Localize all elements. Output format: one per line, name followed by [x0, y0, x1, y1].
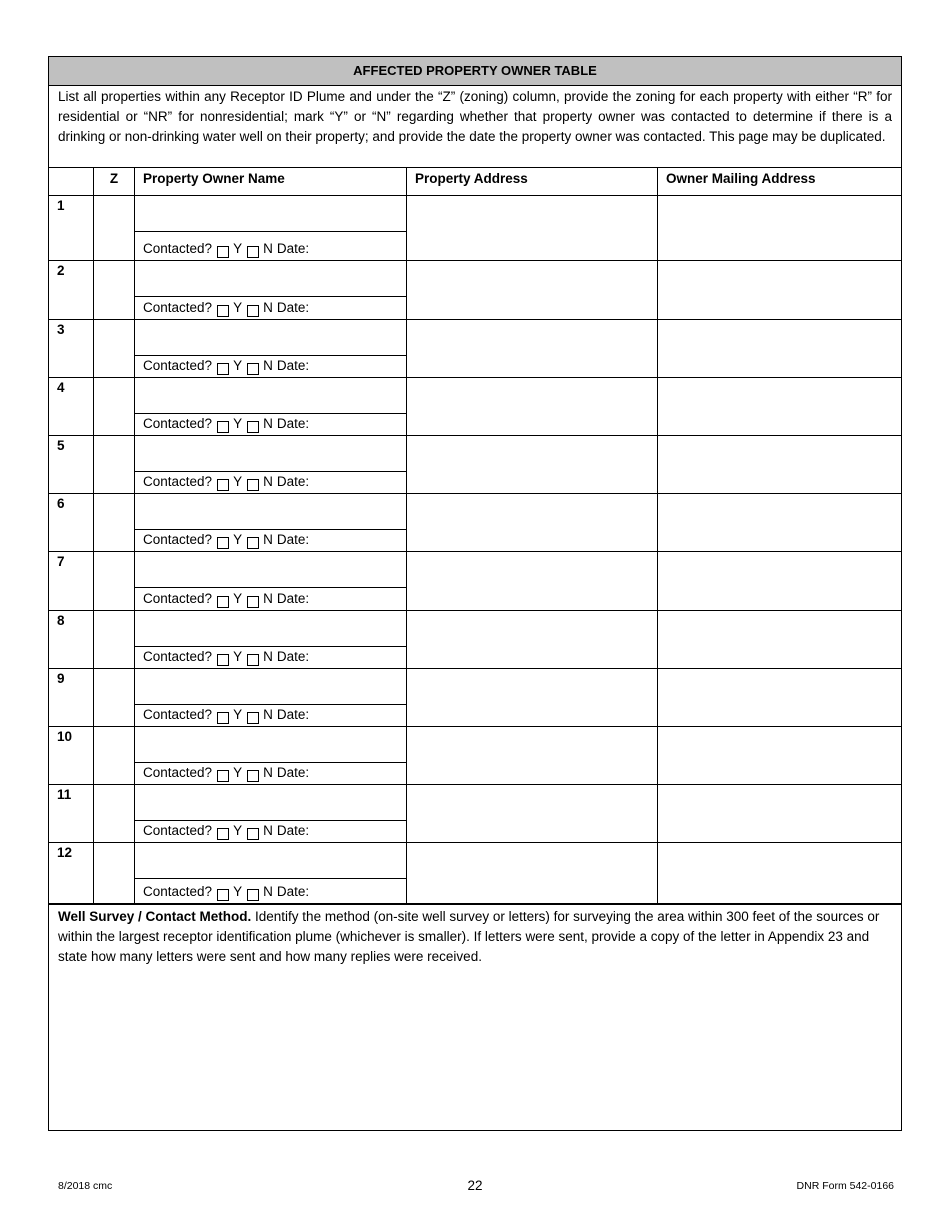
- owner-name-cell: [134, 668, 406, 726]
- contacted-yes-checkbox[interactable]: [217, 246, 229, 258]
- header-mailing-address: Owner Mailing Address: [657, 167, 901, 195]
- owner-name-cell: [134, 260, 406, 319]
- owner-name-field[interactable]: [135, 552, 406, 588]
- zoning-cell[interactable]: [93, 610, 134, 668]
- contacted-yes-checkbox[interactable]: [217, 479, 229, 491]
- well-survey-section[interactable]: [49, 903, 901, 1130]
- contacted-no-checkbox[interactable]: [247, 246, 259, 258]
- contacted-date-label: Date:: [276, 823, 310, 838]
- property-address-cell[interactable]: [406, 195, 657, 260]
- mailing-address-cell[interactable]: [657, 377, 901, 435]
- contacted-yes-label: Y: [233, 474, 243, 489]
- owner-name-cell: [134, 726, 406, 784]
- owner-name-cell: [134, 435, 406, 493]
- contacted-no-checkbox[interactable]: [247, 828, 259, 840]
- zoning-cell[interactable]: [93, 551, 134, 610]
- contacted-yes-checkbox[interactable]: [217, 305, 229, 317]
- contacted-label: Contacted?: [143, 649, 213, 664]
- row-number: 3: [49, 319, 93, 377]
- header-owner-name: Property Owner Name: [134, 167, 406, 195]
- owner-name-field[interactable]: [135, 611, 406, 647]
- contacted-no-checkbox[interactable]: [247, 770, 259, 782]
- contacted-no-label: N: [263, 707, 273, 722]
- mailing-address-cell[interactable]: [657, 435, 901, 493]
- property-address-cell[interactable]: [406, 260, 657, 319]
- contacted-label: Contacted?: [143, 358, 213, 373]
- contacted-date-label: Date:: [276, 358, 310, 373]
- contacted-line: [135, 297, 406, 319]
- property-address-cell[interactable]: [406, 493, 657, 551]
- row-number: 8: [49, 610, 93, 668]
- owner-name-cell: [134, 610, 406, 668]
- contacted-yes-label: Y: [233, 884, 243, 899]
- property-address-cell[interactable]: [406, 610, 657, 668]
- contacted-label: Contacted?: [143, 884, 213, 899]
- contacted-date-label: Date:: [276, 416, 310, 431]
- contacted-line: [135, 232, 406, 260]
- owner-name-cell: [134, 319, 406, 377]
- contacted-yes-label: Y: [233, 416, 243, 431]
- contacted-date-label: Date:: [276, 649, 310, 664]
- form-number: DNR Form 542-0166: [796, 1180, 894, 1192]
- contacted-no-checkbox[interactable]: [247, 889, 259, 901]
- contacted-yes-label: Y: [233, 765, 243, 780]
- contacted-yes-checkbox[interactable]: [217, 654, 229, 666]
- owner-name-cell: [134, 493, 406, 551]
- contacted-line: [135, 588, 406, 610]
- contacted-line: [135, 763, 406, 784]
- owner-name-cell: [134, 551, 406, 610]
- contacted-line: [135, 879, 406, 903]
- affected-property-owner-form: [48, 56, 902, 1131]
- mailing-address-cell[interactable]: [657, 610, 901, 668]
- contacted-line: [135, 472, 406, 493]
- property-address-cell[interactable]: [406, 784, 657, 842]
- zoning-cell[interactable]: [93, 726, 134, 784]
- owner-name-field[interactable]: [135, 261, 406, 297]
- contacted-line: [135, 356, 406, 377]
- contacted-label: Contacted?: [143, 532, 213, 547]
- contacted-no-checkbox[interactable]: [247, 654, 259, 666]
- instructions-text: List all properties within any Receptor ID Plume and under the “Z” (zoning) column, provide the zoning for each property with either “R” for residential or “NR” for nonresidential; mark “Y” or “N” regarding whether that property owner was contacted to determine if there is a drinking or non-drinking water well on their property; and provide the date the property owner was contacted. This page may be duplicated.: [58, 89, 892, 144]
- contacted-no-checkbox[interactable]: [247, 421, 259, 433]
- contacted-label: Contacted?: [143, 765, 213, 780]
- contacted-yes-label: Y: [233, 707, 243, 722]
- mailing-address-cell[interactable]: [657, 842, 901, 903]
- contacted-yes-checkbox[interactable]: [217, 596, 229, 608]
- zoning-cell[interactable]: [93, 784, 134, 842]
- zoning-cell[interactable]: [93, 435, 134, 493]
- mailing-address-cell[interactable]: [657, 784, 901, 842]
- property-address-cell[interactable]: [406, 551, 657, 610]
- contacted-label: Contacted?: [143, 241, 213, 256]
- owner-name-cell: [134, 842, 406, 903]
- row-number: 11: [49, 784, 93, 842]
- contacted-date-label: Date:: [276, 241, 310, 256]
- row-number: 6: [49, 493, 93, 551]
- contacted-line: [135, 647, 406, 668]
- contacted-no-label: N: [263, 823, 273, 838]
- contacted-label: Contacted?: [143, 416, 213, 431]
- zoning-cell[interactable]: [93, 377, 134, 435]
- mailing-address-cell[interactable]: [657, 551, 901, 610]
- owner-name-field[interactable]: [135, 320, 406, 356]
- row-number: 1: [49, 195, 93, 260]
- page-number: 22: [467, 1178, 483, 1193]
- header-row-number: [49, 167, 93, 195]
- contacted-label: Contacted?: [143, 823, 213, 838]
- contacted-label: Contacted?: [143, 300, 213, 315]
- contacted-line: [135, 414, 406, 435]
- row-number: 7: [49, 551, 93, 610]
- table-title: AFFECTED PROPERTY OWNER TABLE: [49, 57, 901, 86]
- form-date: 8/2018 cmc: [58, 1180, 113, 1192]
- mailing-address-cell[interactable]: [657, 493, 901, 551]
- contacted-yes-label: Y: [233, 823, 243, 838]
- owner-name-field[interactable]: [135, 378, 406, 414]
- property-address-cell[interactable]: [406, 319, 657, 377]
- owner-name-cell: [134, 784, 406, 842]
- mailing-address-cell[interactable]: [657, 195, 901, 260]
- contacted-no-checkbox[interactable]: [247, 363, 259, 375]
- contacted-date-label: Date:: [276, 532, 310, 547]
- contacted-no-label: N: [263, 241, 273, 256]
- owner-name-field[interactable]: [135, 669, 406, 705]
- property-owner-table: [49, 167, 901, 903]
- mailing-address-cell[interactable]: [657, 726, 901, 784]
- contacted-yes-label: Y: [233, 241, 243, 256]
- contacted-label: Contacted?: [143, 591, 213, 606]
- mailing-address-cell[interactable]: [657, 319, 901, 377]
- contacted-no-checkbox[interactable]: [247, 537, 259, 549]
- contacted-no-label: N: [263, 884, 273, 899]
- owner-name-field[interactable]: [135, 785, 406, 821]
- contacted-date-label: Date:: [276, 591, 310, 606]
- contacted-yes-checkbox[interactable]: [217, 421, 229, 433]
- contacted-line: [135, 530, 406, 551]
- contacted-yes-label: Y: [233, 300, 243, 315]
- contacted-no-checkbox[interactable]: [247, 305, 259, 317]
- contacted-date-label: Date:: [276, 474, 310, 489]
- contacted-yes-checkbox[interactable]: [217, 770, 229, 782]
- owner-name-field[interactable]: [135, 843, 406, 879]
- zoning-cell[interactable]: [93, 260, 134, 319]
- contacted-no-label: N: [263, 532, 273, 547]
- zoning-cell[interactable]: [93, 493, 134, 551]
- contacted-no-checkbox[interactable]: [247, 479, 259, 491]
- contacted-line: [135, 821, 406, 842]
- zoning-cell[interactable]: [93, 668, 134, 726]
- contacted-yes-checkbox[interactable]: [217, 363, 229, 375]
- contacted-yes-checkbox[interactable]: [217, 537, 229, 549]
- contacted-yes-checkbox[interactable]: [217, 889, 229, 901]
- property-address-cell[interactable]: [406, 726, 657, 784]
- contacted-yes-label: Y: [233, 358, 243, 373]
- well-survey-text: Identify the method (on-site well survey or letters) for surveying the area within 300 feet of the sources or within the largest receptor identification plume (whichever is smaller). If letters were sent, provide a copy of the letter in Appendix 23 and state how many letters were sent and how many replies were received.: [58, 909, 880, 964]
- property-address-cell[interactable]: [406, 377, 657, 435]
- row-number: 4: [49, 377, 93, 435]
- contacted-no-label: N: [263, 765, 273, 780]
- owner-name-field[interactable]: [135, 494, 406, 530]
- contacted-no-label: N: [263, 358, 273, 373]
- contacted-no-label: N: [263, 300, 273, 315]
- contacted-date-label: Date:: [276, 300, 310, 315]
- contacted-yes-checkbox[interactable]: [217, 828, 229, 840]
- row-number: 2: [49, 260, 93, 319]
- contacted-yes-label: Y: [233, 532, 243, 547]
- row-number: 10: [49, 726, 93, 784]
- owner-name-field[interactable]: [135, 196, 406, 232]
- owner-name-cell: [134, 195, 406, 260]
- row-number: 5: [49, 435, 93, 493]
- well-survey-heading: Well Survey / Contact Method.: [58, 909, 252, 924]
- owner-name-cell: [134, 377, 406, 435]
- contacted-no-label: N: [263, 649, 273, 664]
- owner-name-field[interactable]: [135, 727, 406, 763]
- mailing-address-cell[interactable]: [657, 668, 901, 726]
- property-address-cell[interactable]: [406, 435, 657, 493]
- property-address-cell[interactable]: [406, 668, 657, 726]
- zoning-cell[interactable]: [93, 195, 134, 260]
- owner-name-field[interactable]: [135, 436, 406, 472]
- header-property-address: Property Address: [406, 167, 657, 195]
- contacted-yes-label: Y: [233, 591, 243, 606]
- mailing-address-cell[interactable]: [657, 260, 901, 319]
- zoning-cell[interactable]: [93, 842, 134, 903]
- contacted-label: Contacted?: [143, 707, 213, 722]
- contacted-yes-label: Y: [233, 649, 243, 664]
- row-number: 12: [49, 842, 93, 903]
- contacted-line: [135, 705, 406, 726]
- contacted-no-label: N: [263, 416, 273, 431]
- contacted-no-checkbox[interactable]: [247, 712, 259, 724]
- contacted-no-label: N: [263, 591, 273, 606]
- header-zoning: Z: [93, 167, 134, 195]
- contacted-date-label: Date:: [276, 707, 310, 722]
- contacted-no-label: N: [263, 474, 273, 489]
- zoning-cell[interactable]: [93, 319, 134, 377]
- property-address-cell[interactable]: [406, 842, 657, 903]
- contacted-date-label: Date:: [276, 765, 310, 780]
- contacted-yes-checkbox[interactable]: [217, 712, 229, 724]
- contacted-date-label: Date:: [276, 884, 310, 899]
- row-number: 9: [49, 668, 93, 726]
- contacted-label: Contacted?: [143, 474, 213, 489]
- contacted-no-checkbox[interactable]: [247, 596, 259, 608]
